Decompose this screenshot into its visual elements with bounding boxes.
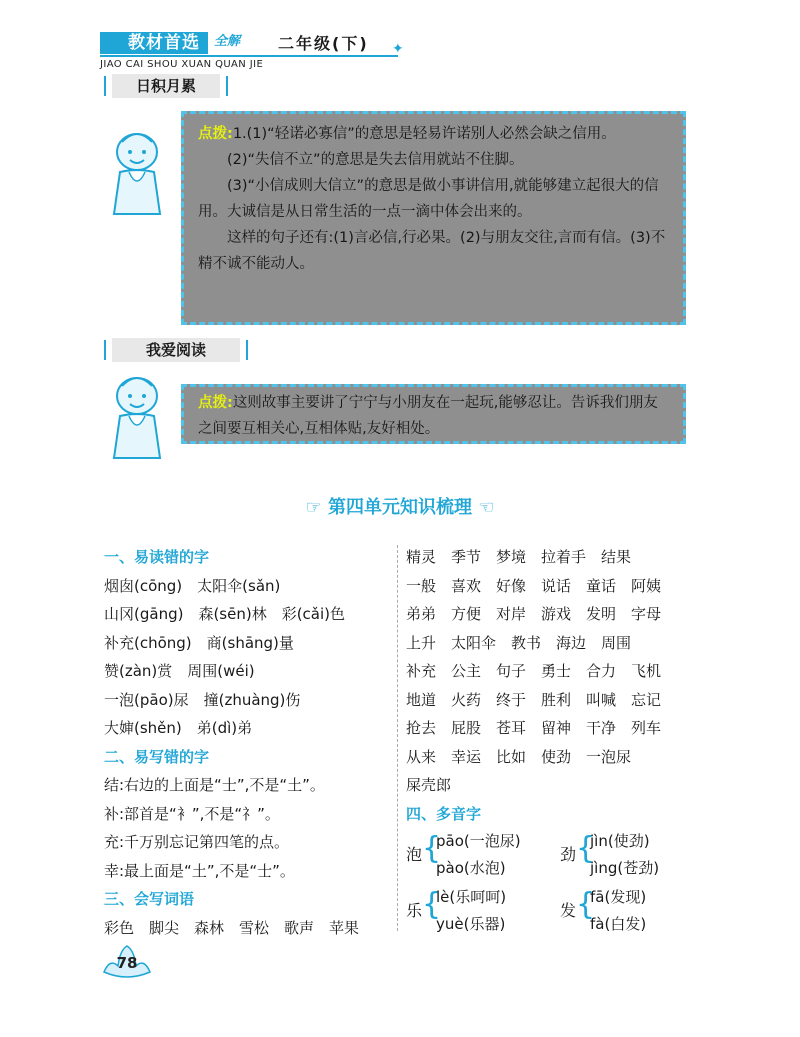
header-grade: 二年级(下) (278, 34, 369, 53)
brace-icon: { (422, 831, 442, 866)
polyphone-reading: fà(白发) (590, 915, 647, 933)
list-item: 赞(zàn)赏 周围(wéi) (104, 662, 255, 680)
header-rule (100, 55, 398, 57)
list-item: 充:千万别忘记第四笔的点。 (104, 833, 290, 851)
polyphone-reading: fā(发现) (590, 888, 647, 906)
list-item: 一泡(pāo)尿 撞(zhuàng)伤 (104, 690, 301, 709)
column-divider (397, 545, 399, 931)
section-label-daily: 日积月累 (112, 74, 220, 98)
heading-easy-miswrite: 二、易写错的字 (104, 747, 210, 766)
polyphone-char: 发 (560, 901, 577, 920)
heading-easy-misread: 一、易读错的字 (104, 548, 210, 566)
heading-write-words: 三、会写词语 (104, 890, 195, 908)
header-pinyin: JIAO CAI SHOU XUAN QUAN JIE (100, 59, 264, 70)
list-item: 补充(chōng) 商(shāng)量 (104, 633, 294, 652)
list-item: 大婶(shěn) 弟(dì)弟 (104, 719, 253, 737)
list-item: 补充 公主 句子 勇士 合力 飞机 (406, 662, 662, 680)
left-column (104, 543, 394, 942)
polyphone-char: 乐 (406, 901, 423, 920)
polyphone-reading: yuè(乐器) (436, 915, 506, 933)
list-item: 从来 幸运 比如 使劲 一泡尿 (406, 747, 632, 766)
list-item: 一般 喜欢 好像 说话 童话 阿姨 (406, 576, 662, 595)
sage-icon (104, 128, 170, 218)
polyphone-reading: jìn(使劲) (590, 832, 650, 850)
tip-box-daily (181, 111, 686, 325)
tip-line: 这样的句子还有:(1)言必信,行必果。(2)与朋友交往,言而有信。(3)不精不诚不能动人。 (198, 230, 666, 272)
section-marker (246, 340, 248, 360)
list-item: 补:部首是“衤”,不是“礻”。 (104, 804, 280, 823)
list-item: 屎壳郎 (406, 776, 452, 794)
polyphone-reading: lè(乐呵呵) (436, 888, 507, 906)
tip-line: (3)“小信成则大信立”的意思是做小事讲信用,就能够建立起很大的信用。大诚信是从日常生活的一点一滴中体会出来的。 (198, 178, 659, 220)
list-item: 弟弟 方便 对岸 游戏 发明 字母 (406, 605, 662, 623)
list-item: 幸:最上面是“土”,不是“士”。 (104, 861, 295, 880)
polyphone-reading: pāo(一泡尿) (436, 832, 521, 850)
polyphone-reading: pào(水泡) (436, 859, 506, 877)
header-series: 教材首选 (128, 33, 200, 53)
polyphone-char: 泡 (406, 845, 423, 864)
section-marker (104, 340, 106, 360)
unit-title: ☞ 第四单元知识梳理 ☜ (305, 497, 495, 518)
header-logo: 全解 (214, 34, 241, 49)
header-series-bar (100, 32, 208, 54)
list-item: 上升 太阳伞 教书 海边 周围 (406, 633, 632, 652)
heading-polyphones: 四、多音字 (406, 804, 482, 823)
sparkle-icon: ✦ (392, 41, 404, 57)
brace-icon: { (422, 887, 442, 922)
tip-label: 点拨: (198, 126, 233, 142)
list-item: 彩色 脚尖 森林 雪松 歌声 苹果 (104, 918, 360, 937)
polyphone-reading: jìng(苍劲) (590, 859, 660, 877)
list-item: 结:右边的上面是“士”,不是“土”。 (104, 776, 325, 794)
section-marker (226, 76, 228, 96)
section-marker (104, 76, 106, 96)
list-item: 地道 火药 终于 胜利 叫喊 忘记 (406, 690, 662, 709)
list-item: 抢去 屁股 苍耳 留神 干净 列车 (406, 719, 662, 737)
list-item: 精灵 季节 梦境 拉着手 结果 (406, 548, 632, 566)
list-item: 烟囱(cōng) 太阳伞(sǎn) (104, 576, 281, 595)
tip-text: 这则故事主要讲了宁宁与小朋友在一起玩,能够忍让。告诉我们朋友之间要互相关心,互相体贴,友好相处。 (198, 395, 658, 437)
right-column (406, 543, 696, 828)
brace-icon: { (576, 887, 596, 922)
list-item: 山冈(gāng) 森(sēn)林 彩(cǎi)色 (104, 605, 346, 623)
brace-icon: { (576, 831, 596, 866)
page-number: 78 (116, 954, 138, 972)
section-label-reading: 我爱阅读 (112, 338, 240, 362)
tip-line: (2)“失信不立”的意思是失去信用就站不住脚。 (227, 152, 524, 168)
tip-line: 1.(1)“轻诺必寡信”的意思是轻易许诺别人必然会缺之信用。 (232, 126, 616, 142)
polyphone-char: 劲 (560, 845, 577, 864)
tip-label: 点拨: (198, 395, 233, 411)
sage-icon (104, 372, 170, 462)
tip-box-reading (181, 384, 686, 444)
